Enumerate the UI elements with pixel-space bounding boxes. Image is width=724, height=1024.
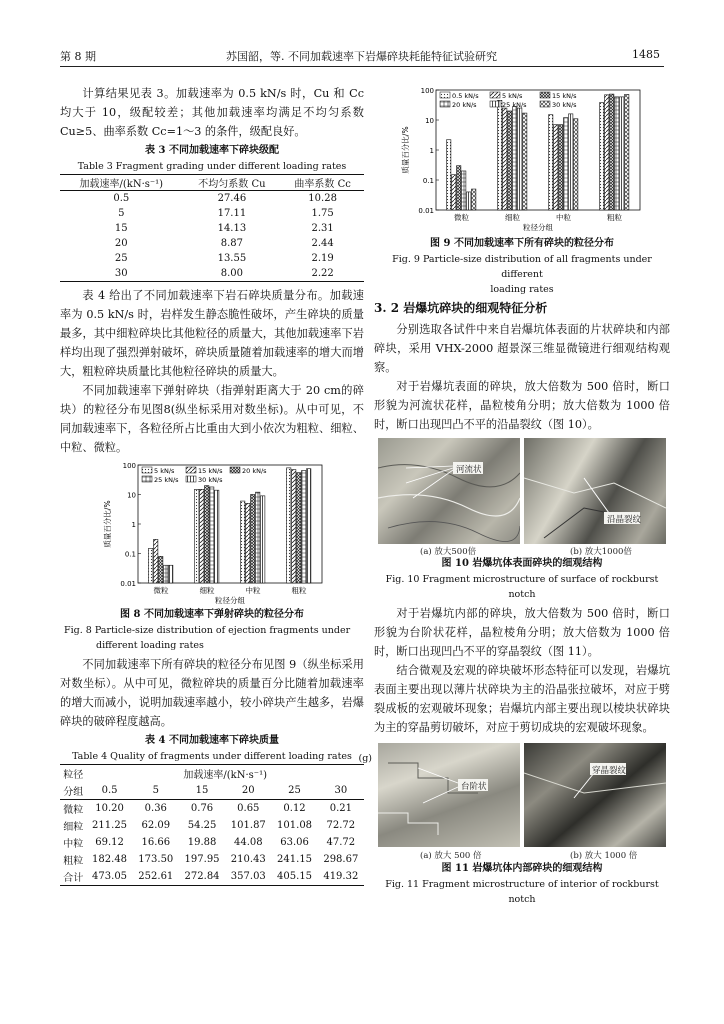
bar [615,97,619,210]
figure11 [374,743,670,861]
bar [447,140,451,210]
bar [564,118,568,210]
right-column [374,84,670,907]
table-cell: 15 [114,223,128,234]
table-cell: 0.65 [237,803,260,814]
table3-title-en: Table 3 Fragment grading under different loading rates [77,161,347,172]
bar [164,565,168,583]
bar [251,495,255,584]
header-rule [60,66,664,67]
table-cell: 30 [60,266,183,282]
table-row [60,868,364,886]
figure10a-label: (a) 放大500倍 [420,547,477,557]
figure10-caption-en: Fig. 10 Fragment microstructure of surface of rockburst notch [385,574,659,600]
bar [600,103,604,210]
table-cell: 357.03 [225,868,271,886]
legend-swatch [490,101,500,107]
bar [523,113,527,210]
table-cell: 2.19 [311,253,334,264]
bar [261,496,265,583]
figure10b-texture [524,438,666,544]
paragraph-surface: 对于岩爆坑表面的碎块，放大倍数为 500 倍时，断口形貌为河流状花样，晶粒棱角分明；放大倍数为 1000 倍时，断口出现凹凸不平的沿晶裂纹（图 10）。 [374,380,670,431]
table-row [60,817,364,834]
bar [569,114,573,210]
table-row [60,851,364,868]
bar [210,487,214,583]
table-cell: 62.09 [141,820,171,831]
x-axis-label: 粒径分组 [215,596,245,605]
legend-swatch [440,92,450,98]
table-cell: 14.13 [217,223,247,234]
table-row [60,191,364,207]
table-row [60,236,364,251]
table-cell: 47.72 [326,837,356,848]
bar [620,97,624,210]
bar [462,171,466,210]
paragraph-conclusion: 结合微观及宏观的碎块破坏形态特征可以发现，岩爆坑表面主要出现以薄片状碎块为主的沿晶张拉破坏，对应于劈裂成板的宏观破坏现象；岩爆坑内部主要出现以棱块状碎块为主的穿晶剪切破坏，对应于剪切成块的宏观破坏现象。 [374,664,670,734]
y-tick-label: 0.01 [120,580,136,588]
figure10a-photo [378,438,520,544]
table-cell: 0.12 [283,803,306,814]
table-cell: 10.20 [95,803,124,814]
table4-title-en: Table 4 Quality of fragments under different loading rates [72,751,352,762]
table-row-label: 粗粒 [63,856,84,867]
table-cell: 5 [118,208,125,219]
table-cell: 101.08 [277,820,313,831]
table4-rate-header: 25 [271,782,317,800]
figure11-caption-en: Fig. 11 Fragment microstructure of interior of rockburst notch [385,879,659,905]
table-cell: 44.08 [233,837,263,848]
x-axis-label: 粒径分组 [523,223,553,232]
paragraph-table4-intro: 表 4 给出了不同加载速率下岩石碎块质量分布。加载速率为 0.5 kN/s 时，岩样发生静态脆性破坏，产生碎块的质量最多，其中细粒碎块比其他粒径的质量大，其他加载速率下岩样均出现了强烈弹射破坏，碎块质量随着加载速率的增大而增大，粗粒碎块质量比其他粒径碎块的质量大。 [60,289,364,378]
bar [610,94,614,210]
figure9-chart [374,84,670,232]
table3-title-cn: 表 3 不同加载速率下碎块级配 [145,145,279,156]
running-title: 苏国韶，等. 不同加载速率下岩爆碎块耗能特征试验研究 [226,50,497,63]
table-row [60,221,364,236]
bar [169,565,173,583]
figure11-caption-cn: 图 11 岩爆坑体内部碎块的细观结构 [441,863,603,874]
legend-swatch [142,467,152,473]
bar [205,486,209,583]
figure9-svg [374,84,670,232]
legend-swatch [540,101,550,107]
figure8-chart [60,459,364,607]
legend-swatch [540,92,550,98]
x-tick-label: 中粒 [245,586,261,595]
table-cell: 69.12 [95,837,124,848]
table-row [60,251,364,266]
table-cell: 473.05 [86,868,132,886]
table3-block [60,143,364,282]
table-row [60,206,364,221]
figure11a-photo [378,743,520,847]
figure11a-texture [378,743,520,847]
legend-label: 5 kN/s [502,92,523,100]
figure10a-texture [378,438,520,544]
paragraph-method: 分别选取各试件中来自岩爆坑体表面的片状碎块和内部碎块，采用 VHX-2000 超景深三维显微镜进行细观结构观察。 [374,323,670,374]
figure10b-label: (b) 放大1000倍 [570,547,632,557]
bar [287,468,291,583]
table4 [60,764,364,886]
table-cell: 419.32 [318,868,364,886]
table3-header: 加载速率/(kN·s⁻¹) [60,175,183,191]
x-tick-label: 微粒 [454,213,469,222]
bar [467,192,471,210]
paragraph-fig8-intro: 不同加载速率下弹射碎块（指弹射距离大于 20 cm的碎块）的粒径分布见图8(纵坐标采用对数坐标)。从中可见，不同加载速率下，各粒径所占比重由大到小依次为粗粒、细粒、中粒、微粒。 [60,384,364,454]
figure9-caption-en: Fig. 9 Particle-size distribution of all fragments under different [392,254,652,280]
legend-label: 25 kN/s [502,101,527,109]
paragraph-grading-result: 计算结果见表 3。加载速率为 0.5 kN/s 时，Cu 和 Cc 均大于 10，级配较差；其他加载速率均满足不均匀系数 Cu≥5、曲率系数 Cc=1～3 的条件，级配良好。 [60,87,364,138]
y-tick-label: 0.01 [418,207,434,215]
table-cell: 298.67 [323,854,359,865]
table-cell: 173.50 [138,854,174,865]
table4-rate-header: 5 [133,782,179,800]
y-tick-label: 10 [425,117,434,125]
legend-label: 5 kN/s [154,467,175,475]
table-row [60,834,364,851]
y-axis-label: 质量百分比/% [103,500,112,548]
table4-rate-header: 15 [179,782,225,800]
table-cell: 27.46 [217,193,247,204]
bar [625,94,629,210]
x-tick-label: 粗粒 [291,586,307,595]
table-cell: 16.66 [141,837,171,848]
bar [256,492,260,583]
table4-block [60,733,372,886]
bar [200,489,204,583]
table4-rate-header: 20 [225,782,271,800]
figure10 [374,438,670,556]
paragraph-interior: 对于岩爆坑内部的碎块，放大倍数为 500 倍时，断口形貌为台阶状花样，晶粒棱角分明；放大倍数为 1000 倍时，断口出现凹凸不平的穿晶裂纹（图 11）。 [374,607,670,658]
legend-swatch [230,467,240,473]
figure9-caption-en-2: loading rates [490,284,554,295]
bar [154,539,158,583]
legend-label: 15 kN/s [198,467,223,475]
table-cell: 25 [114,253,128,264]
table-cell: 182.48 [92,854,128,865]
figure10a-tag: 河流状 [456,465,482,475]
figure8-svg [60,459,364,607]
table3-header: 不均匀系数 Cu [183,175,282,191]
table-cell: 2.44 [311,238,334,249]
table-cell: 211.25 [92,820,128,831]
bar [241,501,245,583]
table-cell: 1.75 [311,208,334,219]
journal-issue: 第 8 期 [60,50,96,63]
figure8-caption-en: Fig. 8 Particle-size distribution of ejection fragments under [64,625,351,636]
table-cell: 272.84 [179,868,225,886]
table-row-label: 合计 [60,868,86,886]
y-tick-label: 100 [420,87,434,95]
table-cell: 8.87 [220,238,244,249]
bar [457,166,461,210]
table-cell: 72.72 [326,820,356,831]
table-cell: 0.36 [144,803,167,814]
bar [307,469,311,583]
bar [159,556,163,583]
figure11b-photo [524,743,666,847]
legend-label: 15 kN/s [552,92,577,100]
table-cell: 0.76 [190,803,214,814]
bar [215,490,219,583]
y-tick-label: 0.1 [124,550,136,559]
table-cell: 2.31 [311,223,334,234]
table-cell: 8.00 [183,266,282,282]
legend-label: 30 kN/s [198,476,223,484]
bar [246,503,250,583]
bar [292,470,296,583]
legend-label: 0.5 kN/s [452,92,479,100]
table-cell: 63.06 [280,837,309,848]
bar [574,119,578,210]
table-cell: 19.88 [187,837,217,848]
table4-title-cn: 表 4 不同加载速率下碎块质量 [145,735,279,746]
bar [518,108,522,210]
table-row-label: 细粒 [63,822,84,833]
table-cell: 101.87 [230,820,266,831]
legend-swatch [490,92,500,98]
table-row-label: 微粒 [63,805,84,816]
table-cell: 210.43 [230,854,266,865]
table-cell: 0.5 [113,193,130,204]
table-cell: 0.21 [329,803,352,814]
legend-label: 20 kN/s [242,467,267,475]
figure10b-photo [524,438,666,544]
table-cell: 241.15 [277,854,313,865]
legend-swatch [142,476,152,482]
table3 [60,174,364,282]
bar [503,108,507,210]
y-axis-label: 质量百分比/% [401,126,410,174]
table-cell: 10.28 [308,193,337,204]
figure11b-label: (b) 放大 1000 倍 [570,851,638,861]
bar [498,100,502,210]
x-tick-label: 细粒 [199,586,215,595]
y-tick-label: 0.1 [422,177,434,185]
table-cell: 54.25 [187,820,217,831]
x-tick-label: 粗粒 [607,213,622,222]
bar [554,125,558,210]
section-3-2-title: 3. 2 岩爆坑碎块的细观特征分析 [374,301,548,315]
figure9-caption-cn: 图 9 不同加载速率下所有碎块的粒径分布 [430,238,614,249]
legend-label: 20 kN/s [452,101,477,109]
table-cell: 17.11 [217,208,247,219]
figure10b-tag: 沿晶裂纹 [607,515,642,525]
bar [559,125,563,210]
left-column [60,84,372,886]
table4-unit: (g) [358,753,372,764]
bar [149,548,153,583]
figure8-caption-en-2: different loading rates [96,640,204,651]
table-cell: 2.22 [281,266,364,282]
y-tick-label: 1 [131,521,136,529]
figure11b-texture [524,743,666,847]
table-row-label: 中粒 [63,839,84,850]
bar [452,175,456,210]
table-cell: 405.15 [271,868,317,886]
x-tick-label: 细粒 [505,213,520,222]
y-tick-label: 10 [127,491,136,500]
bar [549,115,553,210]
table4-header-rate: 加载速率/(kN·s⁻¹) [86,765,364,783]
bar [195,489,199,583]
x-tick-label: 微粒 [153,586,169,595]
page-number: 1485 [632,48,660,61]
table-cell: 252.61 [133,868,179,886]
legend-swatch [186,476,196,482]
table-cell: 13.55 [217,253,247,264]
y-tick-label: 1 [429,147,434,155]
bar [513,107,517,210]
bar [302,471,306,583]
paragraph-fig9-intro: 不同加载速率下所有碎块的粒径分布见图 9（纵坐标采用对数坐标）。从中可见，微粒碎块的质量百分比随着加载速率的增大而减小，说明加载速率越小，较小碎块产生越多，岩爆碎块的破碎程度越高。 [60,658,364,728]
legend-swatch [186,467,196,473]
x-tick-label: 中粒 [556,213,571,222]
legend-swatch [440,101,450,107]
bar [605,95,609,210]
bar [297,473,301,583]
table-cell: 197.95 [184,854,220,865]
table4-header-group2: 分组 [60,782,86,800]
figure8-caption-cn: 图 8 不同加载速率下弹射碎块的粒径分布 [120,609,304,620]
table-row [60,800,364,818]
bar [472,189,476,210]
table3-header: 曲率系数 Cc [281,175,364,191]
legend-label: 30 kN/s [552,101,577,109]
table4-header-group: 粒径 [60,765,86,783]
legend-label: 25 kN/s [154,476,179,484]
y-tick-label: 100 [122,462,136,470]
bar [508,111,512,210]
figure10-caption-cn: 图 10 岩爆坑体表面碎块的细观结构 [441,558,603,569]
table4-rate-header: 30 [318,782,364,800]
figure11b-tag: 穿晶裂纹 [592,766,627,776]
table-row [60,266,364,282]
figure11a-label: (a) 放大 500 倍 [420,851,482,861]
table4-rate-header: 0.5 [86,782,132,800]
table-cell: 20 [114,238,128,249]
figure11a-tag: 台阶状 [461,782,487,792]
